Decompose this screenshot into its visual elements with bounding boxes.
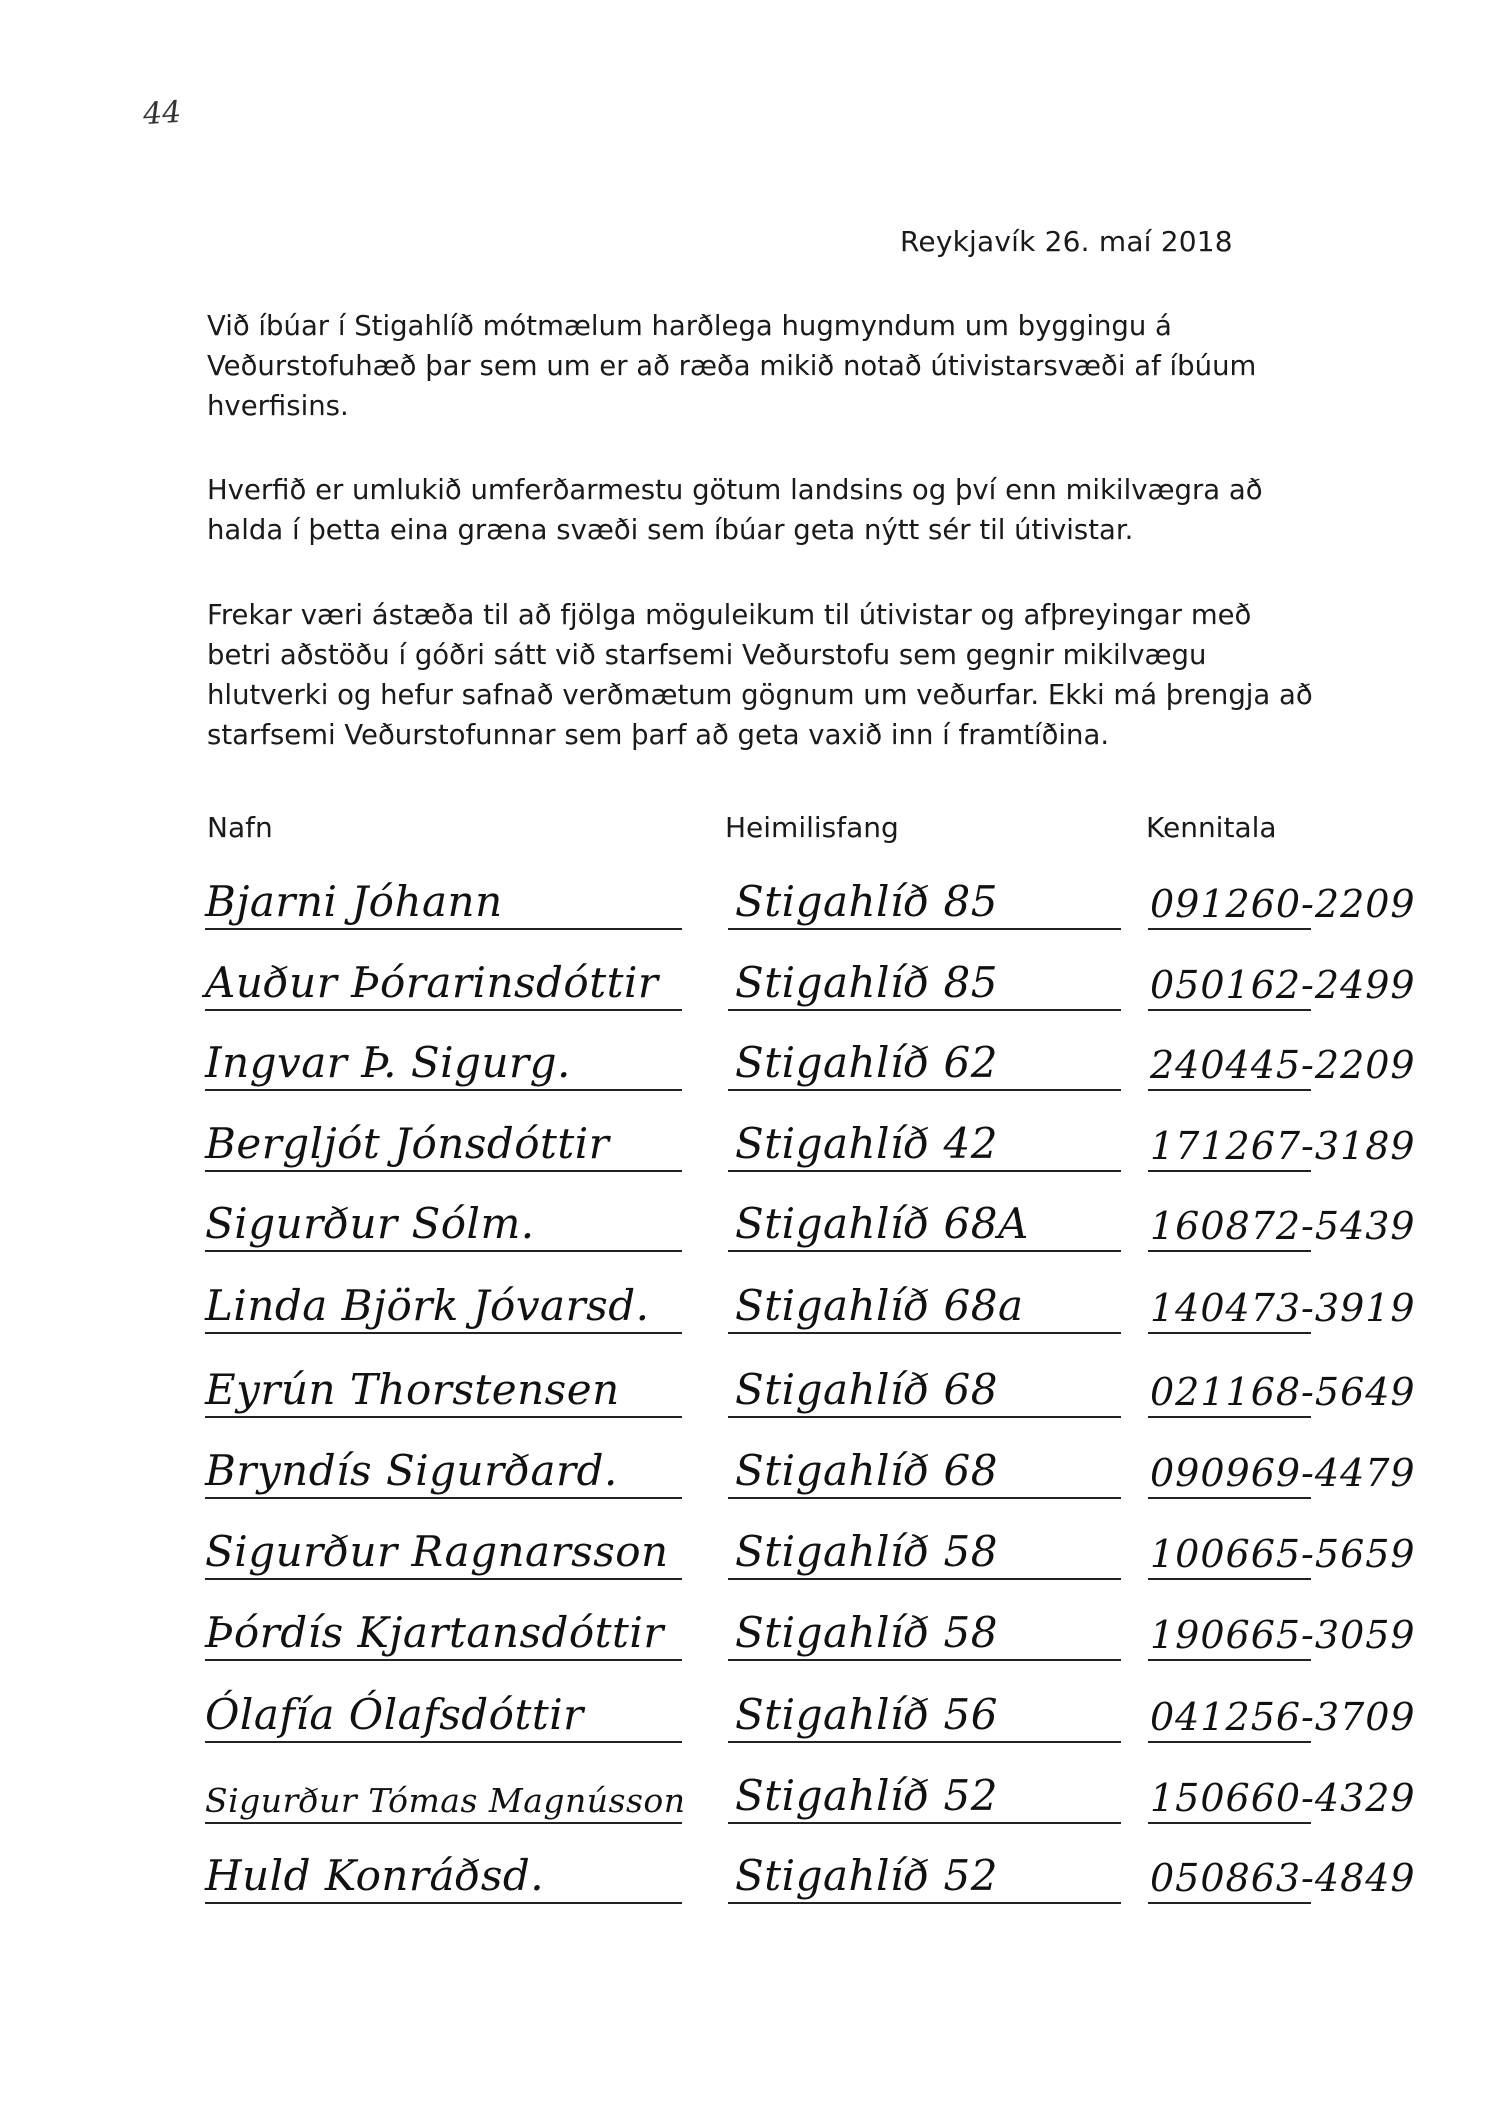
signature-address: Stigahlíð 68A	[735, 1199, 1029, 1248]
signature-row-1	[0, 858, 1500, 930]
paragraph-2: Hverfið er umlukið umferðarmestu götum landsins og því enn mikilvægra að halda í þetta eina græna svæði sem íbúar geta nýtt sér til útivistar.	[207, 474, 1263, 546]
signature-row-8	[0, 1427, 1500, 1499]
signature-name: Sigurður Sólm.	[205, 1199, 535, 1248]
signature-address: Stigahlíð 85	[735, 877, 999, 926]
signature-address: Stigahlíð 85	[735, 958, 999, 1007]
signature-line-name	[205, 1332, 682, 1334]
signature-line-kennitala	[1148, 1170, 1311, 1172]
signature-row-3	[0, 1019, 1500, 1091]
signature-name: Linda Björk Jóvarsd.	[205, 1281, 650, 1330]
signature-line-name	[205, 1902, 682, 1904]
signature-kennitala: 160872-5439	[1150, 1204, 1416, 1248]
signature-address: Stigahlíð 58	[735, 1527, 999, 1576]
handwritten-page-number: 44	[141, 94, 183, 133]
signature-line-kennitala	[1148, 1416, 1311, 1418]
signature-kennitala: 190665-3059	[1150, 1613, 1416, 1657]
signature-row-7	[0, 1346, 1500, 1418]
signature-line-kennitala	[1148, 1822, 1311, 1824]
signature-address: Stigahlíð 56	[735, 1690, 999, 1739]
signature-line-address	[728, 1578, 1121, 1580]
signature-line-name	[205, 1741, 682, 1743]
signature-row-11	[0, 1671, 1500, 1743]
signature-name: Eyrún Thorstensen	[205, 1365, 620, 1414]
signature-name: Sigurður Tómas Magnússon	[205, 1781, 686, 1820]
signature-line-address	[728, 1659, 1121, 1661]
signature-kennitala: 091260-2209	[1150, 882, 1416, 926]
signature-line-name	[205, 1089, 682, 1091]
signature-line-address	[728, 928, 1121, 930]
signature-address: Stigahlíð 68	[735, 1365, 999, 1414]
signature-kennitala: 041256-3709	[1150, 1695, 1416, 1739]
signature-line-kennitala	[1148, 1332, 1311, 1334]
signature-line-name	[205, 1009, 682, 1011]
signature-address: Stigahlíð 68	[735, 1446, 999, 1495]
date-line: Reykjavík 26. maí 2018	[900, 225, 1233, 258]
signature-kennitala: 140473-3919	[1150, 1286, 1416, 1330]
signature-address: Stigahlíð 52	[735, 1771, 999, 1820]
signature-line-name	[205, 1170, 682, 1172]
column-header-kennitala: Kennitala	[1146, 811, 1277, 844]
signature-line-address	[728, 1741, 1121, 1743]
signature-line-address	[728, 1089, 1121, 1091]
signature-kennitala: 171267-3189	[1150, 1124, 1416, 1168]
signature-row-9	[0, 1508, 1500, 1580]
signature-name: Bryndís Sigurðard.	[205, 1446, 618, 1495]
signature-row-2	[0, 939, 1500, 1011]
column-header-address: Heimilisfang	[725, 811, 899, 844]
signature-line-address	[728, 1332, 1121, 1334]
signature-line-address	[728, 1497, 1121, 1499]
signature-line-name	[205, 1659, 682, 1661]
signature-line-address	[728, 1009, 1121, 1011]
signature-line-address	[728, 1416, 1121, 1418]
signature-address: Stigahlíð 58	[735, 1608, 999, 1657]
signature-line-name	[205, 1497, 682, 1499]
signature-line-kennitala	[1148, 1741, 1311, 1743]
signature-line-kennitala	[1148, 1250, 1311, 1252]
signature-row-10	[0, 1589, 1500, 1661]
signature-kennitala: 090969-4479	[1150, 1451, 1416, 1495]
signature-kennitala: 150660-4329	[1150, 1776, 1416, 1820]
signature-line-name	[205, 928, 682, 930]
signature-kennitala: 021168-5649	[1150, 1370, 1416, 1414]
signature-line-name	[205, 1578, 682, 1580]
signature-row-13	[0, 1832, 1500, 1904]
signature-address: Stigahlíð 42	[735, 1119, 999, 1168]
signature-name: Auður Þórarinsdóttir	[205, 958, 659, 1007]
signature-row-4	[0, 1100, 1500, 1172]
signature-line-name	[205, 1250, 682, 1252]
signature-line-address	[728, 1250, 1121, 1252]
signature-line-kennitala	[1148, 1497, 1311, 1499]
signature-kennitala: 100665-5659	[1150, 1532, 1416, 1576]
paragraph-1: Við íbúar í Stigahlíð mótmælum harðlega hugmyndum um byggingu á Veðurstofuhæð þar sem um er að ræða mikið notað útivistarsvæði af íbúum hverfisins.	[207, 310, 1257, 422]
signature-line-kennitala	[1148, 928, 1311, 930]
signature-kennitala: 240445-2209	[1150, 1043, 1416, 1087]
signature-address: Stigahlíð 62	[735, 1038, 999, 1087]
signature-line-address	[728, 1170, 1121, 1172]
signature-name: Bjarni Jóhann	[205, 877, 503, 926]
signature-name: Ingvar Þ. Sigurg.	[205, 1038, 571, 1087]
signature-address: Stigahlíð 68a	[735, 1281, 1024, 1330]
signature-line-address	[728, 1902, 1121, 1904]
signature-name: Bergljót Jónsdóttir	[205, 1119, 610, 1168]
signature-name: Ólafía Ólafsdóttir	[205, 1690, 584, 1739]
signature-kennitala: 050162-2499	[1150, 963, 1416, 1007]
signature-line-kennitala	[1148, 1578, 1311, 1580]
signature-name: Sigurður Ragnarsson	[205, 1527, 669, 1576]
signature-line-address	[728, 1822, 1121, 1824]
signature-address: Stigahlíð 52	[735, 1851, 999, 1900]
signature-line-kennitala	[1148, 1902, 1311, 1904]
signature-row-6	[0, 1262, 1500, 1334]
signature-line-kennitala	[1148, 1009, 1311, 1011]
signature-line-name	[205, 1416, 682, 1418]
signature-row-12	[0, 1752, 1500, 1824]
column-header-name: Nafn	[207, 811, 273, 844]
signature-row-5	[0, 1180, 1500, 1252]
paragraph-3: Frekar væri ástæða til að fjölga möguleikum til útivistar og afþreyingar með betri aðstöðu í góðri sátt við starfsemi Veðurstofu sem gegnir mikilvægu hlutverki og hefur safnað verðmætum gögnum um veðurfar. Ekki má þrengja að starfsemi Veðurstofunnar sem þarf að geta vaxið inn í framtíðina.	[207, 599, 1313, 751]
signature-line-name	[205, 1822, 682, 1824]
signature-line-kennitala	[1148, 1659, 1311, 1661]
signature-name: Þórdís Kjartansdóttir	[205, 1608, 664, 1657]
signature-line-kennitala	[1148, 1089, 1311, 1091]
signature-kennitala: 050863-4849	[1150, 1856, 1416, 1900]
signature-name: Huld Konráðsd.	[205, 1851, 545, 1900]
